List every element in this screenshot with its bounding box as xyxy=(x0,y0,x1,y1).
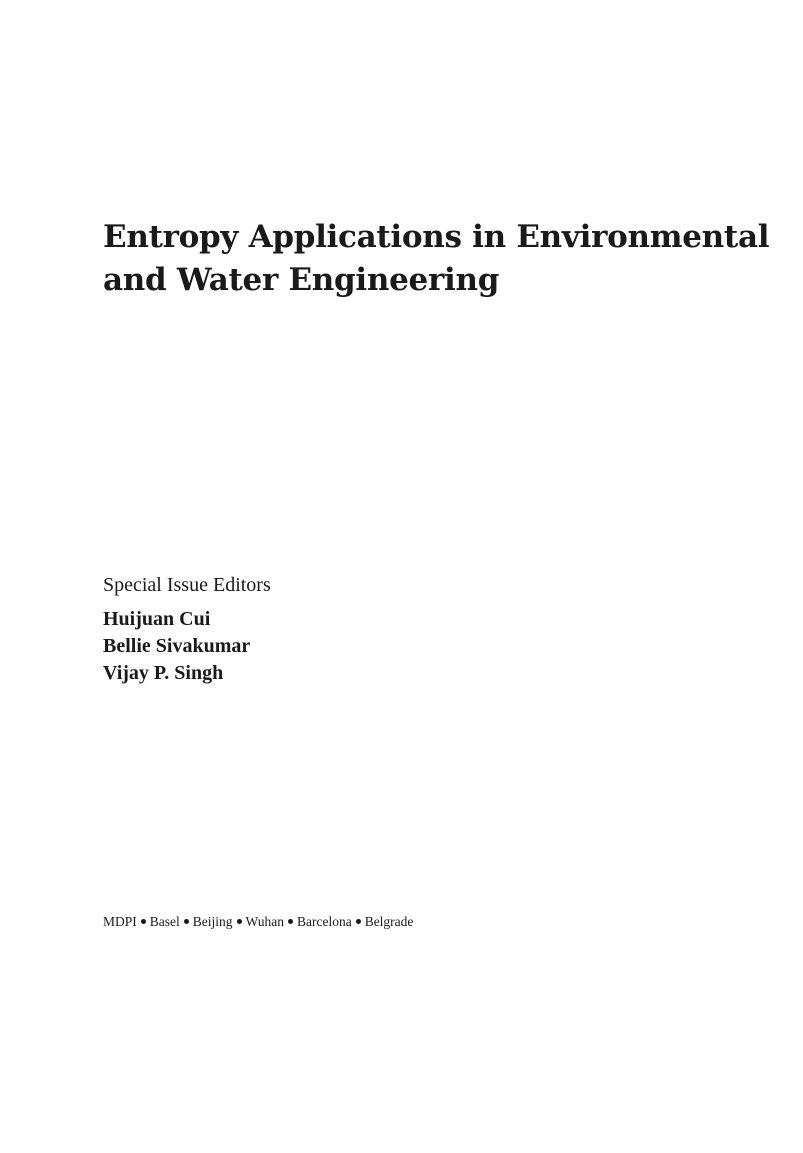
bullet-icon xyxy=(237,919,242,924)
book-title-line-1: Entropy Applications in Environmental xyxy=(103,219,770,255)
publisher-city: Basel xyxy=(149,914,180,929)
bullet-icon xyxy=(356,919,361,924)
publisher-name: MDPI xyxy=(103,914,137,929)
special-issue-editors-label: Special Issue Editors xyxy=(103,574,271,596)
publisher-city: Barcelona xyxy=(296,914,352,929)
book-title xyxy=(103,216,770,302)
publisher-city: Beijing xyxy=(192,914,233,929)
bullet-icon xyxy=(141,919,146,924)
editor-name: Vijay P. Singh xyxy=(103,662,224,684)
editors-list xyxy=(103,606,250,687)
publisher-city: Belgrade xyxy=(364,914,414,929)
publisher-city: Wuhan xyxy=(245,914,284,929)
bullet-icon xyxy=(184,919,189,924)
editor-name: Bellie Sivakumar xyxy=(103,635,251,657)
publisher-locations xyxy=(103,913,413,931)
bullet-icon xyxy=(288,919,293,924)
book-title-line-2: and Water Engineering xyxy=(103,262,500,298)
editor-name: Huijuan Cui xyxy=(103,608,211,630)
